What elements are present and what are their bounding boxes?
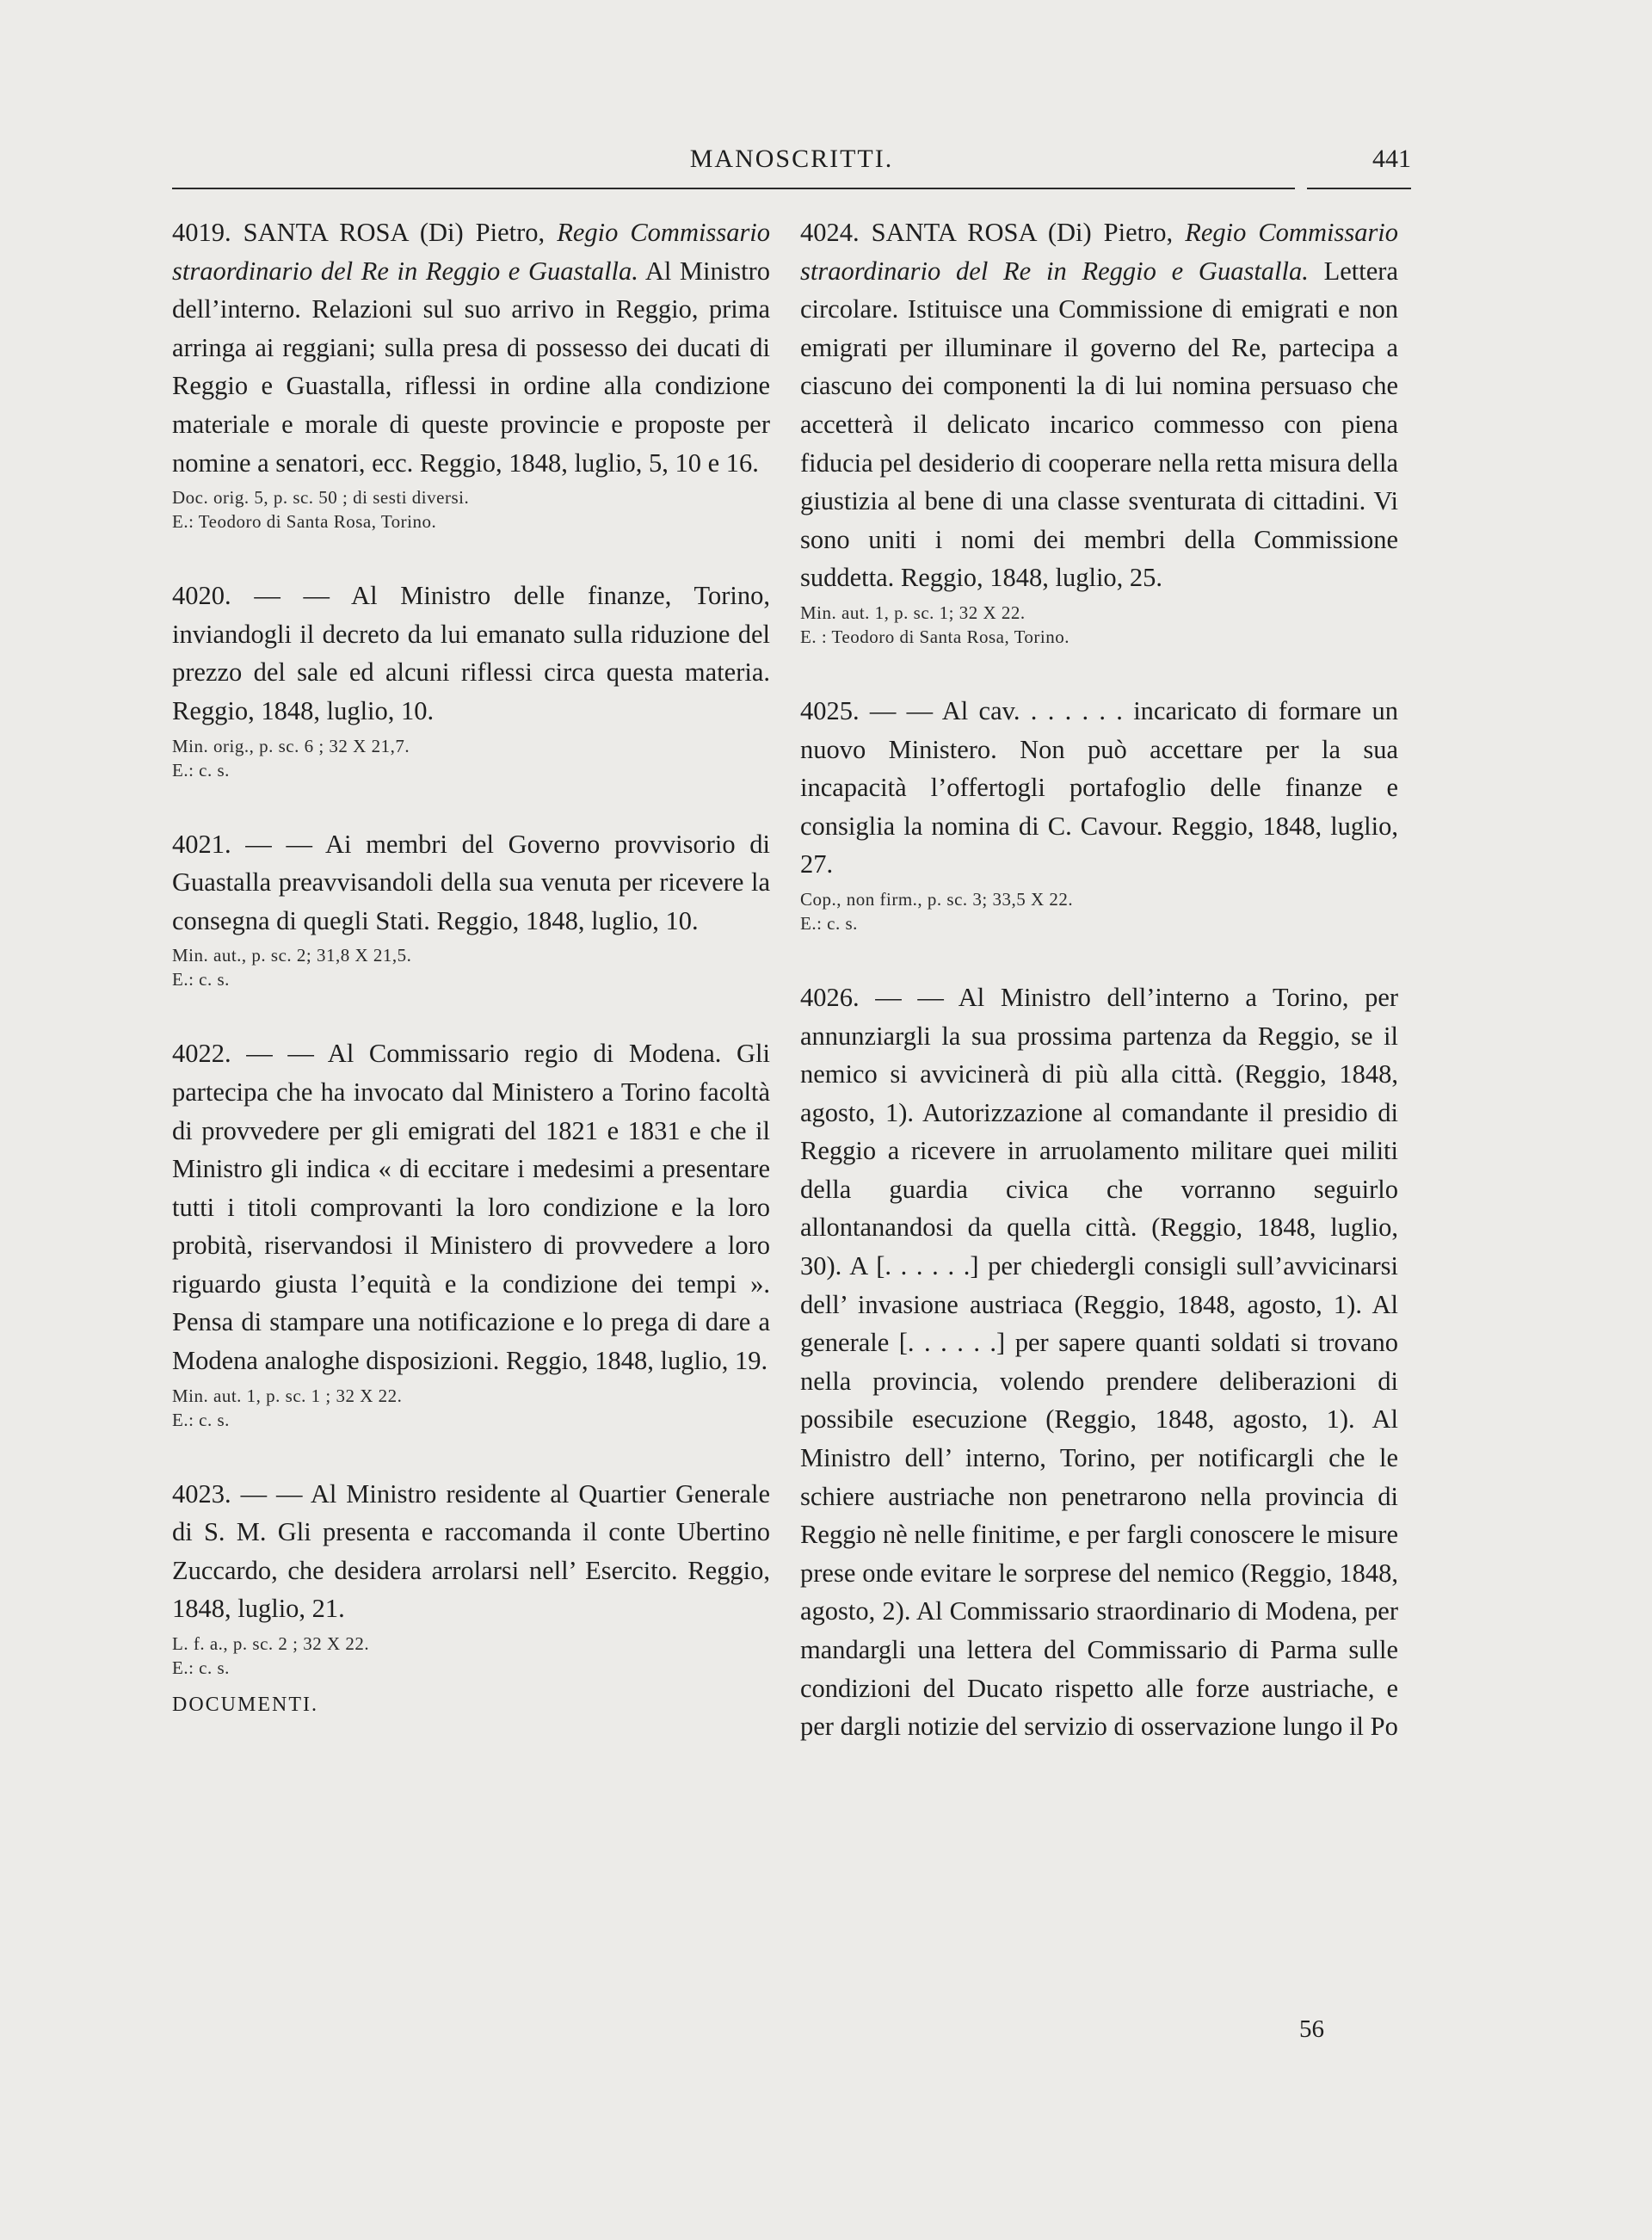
right-column <box>800 213 1398 1746</box>
entry-text <box>800 692 1398 884</box>
entry-author-title: Regio Commissario straordinario del Re in Reggio e Guastalla. <box>800 218 1399 286</box>
meta-description: Doc. orig. 5, p. sc. 50 ; di sesti diversi. <box>172 487 470 509</box>
entry-4026 <box>800 978 1398 1746</box>
entry-body: — — Al Commissario regio di Modena. Gli partecipa che ha invocato dal Ministero a Torino facoltà di provvedere per gli emigrati del 1821 e 1831 e che il Ministro gli indica « di eccitare i medesimi a presentare tutti i titoli comprovanti la loro condizione e la loro probità, riservandosi il Ministero di provvedere a loro riguardo giusta l’equità e la condizione dei tempi ». Pensa di stampare una notificazione e lo prega di dare a Modena analoghe disposizioni. Reggio, 1848, luglio, 19. <box>172 1039 770 1376</box>
entry-body: — — Al Ministro delle finanze, Torino, inviandogli il decreto da lui emanato sulla riduzione del prezzo del sale ed alcuni riflessi circa questa materia. Reggio, 1848, luglio, 10. <box>172 581 771 725</box>
entry-body: — — Al Ministro dell’interno a Torino, per annunziargli la sua prossima partenza da Reggio, se il nemico si avvicinerà di più alla città. (Reggio, 1848, agosto, 1). Autorizzazione al comandante il presidio di Reggio a ricevere in arruolamento militare quei militi della guardia civica che vorranno seguirlo allontanandosi da quella città. (Reggio, 1848, luglio, 30). A [. . . . . .] per chiedergli consigli sull’avvicinarsi dell’ invasione austriaca (Reggio, 1848, agosto, 1). Al generale [. . . . . .] per sapere quanti soldati si trovano nella provincia, volendo prendere deliberazioni di possibile esecuzione (Reggio, 1848, agosto, 1). Al Ministro dell’ interno, Torino, per notificargli che le schiere austriache non penetrarono nella provincia di Reggio nè nelle finitime, e per fargli conoscere le misure prese onde evitare le sorprese del nemico (Reggio, 1848, agosto, 2). Al Commissario straordinario di Modena, per mandargli una lettera del Commissario di Parma sulle condizioni del Ducato rispetto alle forze austriache, e per dargli notizie del servizio di osservazione lungo il Po <box>800 982 1399 1742</box>
entry-body: Lettera circolare. Istituisce una Commissione di emigrati e non emigrati per illuminare il governo del Re, partecipa a ciascuno dei componenti la di lui nomina persuaso che accetterà il delicato incarico commesso con piena fiducia pel desiderio di cooperare nella retta misura della giustizia al bene di una classe sventurata di cittadini. Vi sono uniti i nomi dei membri della Commissione suddetta. Reggio, 1848, luglio, 25. <box>800 256 1398 593</box>
meta-owner: E.: Teodoro di Santa Rosa, Torino. <box>172 511 437 533</box>
entry-text <box>800 213 1398 597</box>
meta-description: Min. aut., p. sc. 2; 31,8 X 21,5. <box>172 945 412 966</box>
entry-number: 4024. <box>800 218 860 247</box>
entry-body: — — Al Ministro residente al Quartier Generale di S. M. Gli presenta e raccomanda il conte Ubertino Zuccardo, che desidera arrolarsi nell’ Esercito. Reggio, 1848, luglio, 21. <box>172 1478 770 1624</box>
entry-author: SANTA ROSA (Di) Pietro, <box>871 218 1174 247</box>
entry-text <box>800 978 1398 1746</box>
entry-number: 4021. <box>172 829 231 859</box>
meta-description: Cop., non firm., p. sc. 3; 33,5 X 22. <box>800 888 1074 910</box>
left-column <box>172 213 770 1717</box>
entry-text <box>172 213 770 482</box>
entry-number: 4020. <box>172 581 231 611</box>
entry-4021 <box>172 825 770 992</box>
entry-meta <box>172 1632 770 1680</box>
meta-owner: E. : Teodoro di Santa Rosa, Torino. <box>800 626 1070 647</box>
entry-author: SANTA ROSA (Di) Pietro, <box>243 218 546 247</box>
entry-number: 4019. <box>172 218 231 247</box>
meta-description: Min. orig., p. sc. 6 ; 32 X 21,7. <box>172 735 410 756</box>
entry-meta <box>172 485 770 534</box>
page-number: 441 <box>1372 145 1411 173</box>
entry-number: 4026. <box>800 982 860 1012</box>
entry-text <box>172 1475 770 1628</box>
meta-owner: E.: c. s. <box>172 759 230 781</box>
meta-description: L. f. a., p. sc. 2 ; 32 X 22. <box>172 1633 370 1655</box>
entry-text <box>172 577 770 730</box>
running-head: MANOSCRITTI. <box>689 145 894 173</box>
meta-description: Min. aut. 1, p. sc. 1 ; 32 X 22. <box>172 1385 403 1406</box>
entry-4020 <box>172 577 770 781</box>
entry-meta <box>172 943 770 991</box>
meta-owner: E.: c. s. <box>172 1657 230 1679</box>
sheet-signature: DOCUMENTI. <box>172 1694 318 1717</box>
entry-number: 4022. <box>172 1039 231 1069</box>
entry-text <box>172 1034 770 1379</box>
header-rule-gap <box>1295 186 1307 191</box>
entry-number: 4023. <box>172 1478 231 1509</box>
meta-owner: E.: c. s. <box>172 1409 230 1430</box>
entry-body: — — Al cav. . . . . . . incaricato di formare un nuovo Ministero. Non può accettare per la sua incapacità l’offertogli portafoglio delle finanze e consiglia la nomina di C. Cavour. Reggio, 1848, luglio, 27. <box>800 695 1398 879</box>
entry-meta <box>800 601 1398 649</box>
entry-4024 <box>800 213 1398 649</box>
entry-4022 <box>172 1034 770 1431</box>
entry-meta <box>172 1384 770 1432</box>
header-rule <box>172 188 1411 189</box>
entry-4019 <box>172 213 770 534</box>
meta-owner: E.: c. s. <box>800 912 858 934</box>
entry-body: Al Ministro dell’interno. Relazioni sul suo arrivo in Reggio, prima arringa ai reggiani; sulla presa di possesso dei ducati di Reggio e Guastalla, riflessi in ordine alla condizione materiale e morale di queste provincie e proposte per nomine a senatori, ecc. Reggio, 1848, luglio, 5, 10 e 16. <box>172 256 770 478</box>
meta-owner: E.: c. s. <box>172 969 230 990</box>
page-header <box>172 145 1411 179</box>
meta-description: Min. aut. 1, p. sc. 1; 32 X 22. <box>800 602 1026 623</box>
entry-number: 4025. <box>800 695 860 725</box>
entry-4023 <box>172 1475 770 1680</box>
entry-meta <box>800 887 1398 935</box>
entry-4025 <box>800 692 1398 935</box>
folio-number: 56 <box>1299 2015 1324 2043</box>
entry-text <box>172 825 770 941</box>
entry-author-title: Regio Commissario straordinario del Re in Reggio e Guastalla. <box>172 218 771 286</box>
entry-meta <box>172 734 770 782</box>
entry-body: — — Ai membri del Governo provvisorio di Guastalla preavvisandoli della sua venuta per ricevere la consegna di quegli Stati. Reggio, 1848, luglio, 10. <box>172 829 770 935</box>
